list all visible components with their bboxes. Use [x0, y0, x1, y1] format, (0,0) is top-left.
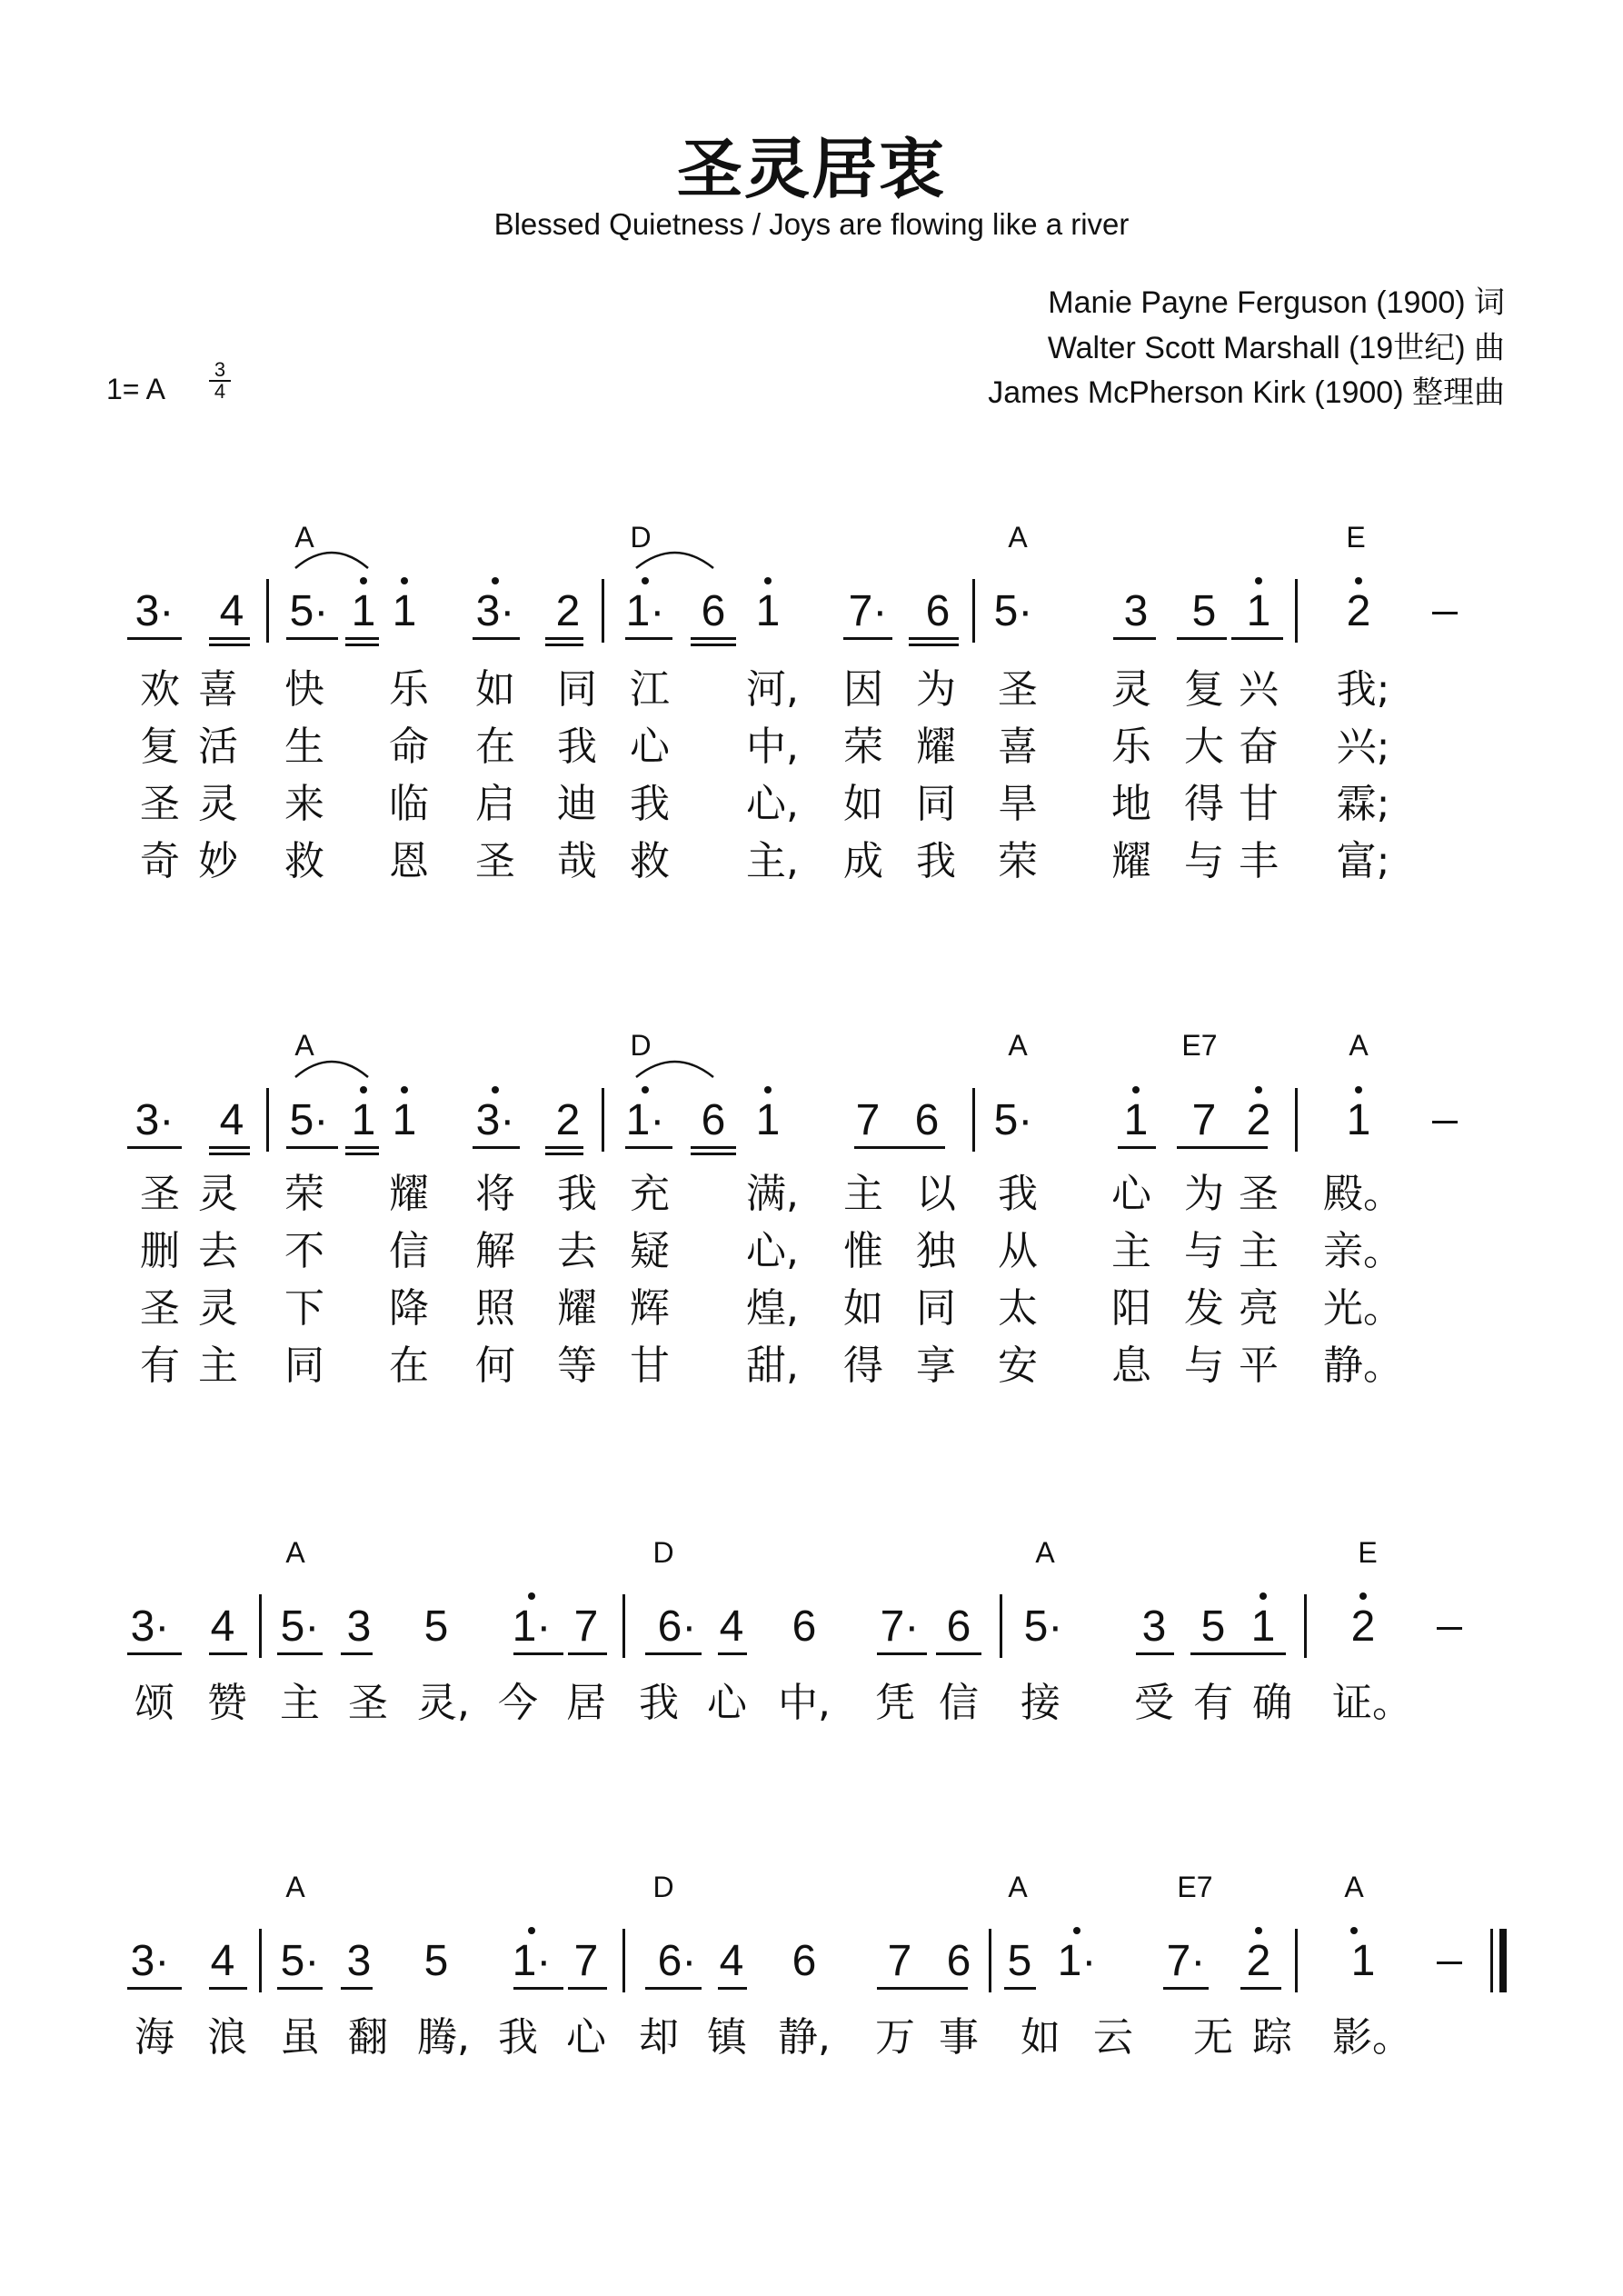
- jianpu-note: 4: [210, 1602, 235, 1651]
- jianpu-note: 4: [219, 1096, 244, 1144]
- chord-symbol: A: [1008, 521, 1028, 554]
- jianpu-note: 5·: [993, 1096, 1033, 1144]
- lyric-syllable: 我: [916, 838, 956, 884]
- lyric-syllable: 圣: [140, 781, 180, 827]
- jianpu-note: 5·: [289, 587, 329, 635]
- lyric-syllable: 圣: [348, 1680, 388, 1726]
- time-signature-bottom: 4: [214, 380, 226, 403]
- lyric-syllable: 乐: [389, 666, 429, 713]
- chord-symbol: A: [1349, 1029, 1369, 1062]
- jianpu-note: 1·: [512, 1937, 552, 1985]
- jianpu-note: 1·: [625, 587, 665, 635]
- jianpu-note: 5·: [993, 587, 1033, 635]
- lyric-syllable: 发: [1184, 1285, 1224, 1332]
- jianpu-note: 5: [423, 1937, 449, 1985]
- lyric-syllable: 甘: [630, 1343, 670, 1389]
- lyric-syllable: 启: [475, 781, 515, 827]
- lyric-syllable: 安: [998, 1343, 1038, 1389]
- lyric-syllable: 我: [630, 781, 670, 827]
- lyric-syllable: 河,: [746, 666, 799, 713]
- lyric-syllable: 活: [198, 724, 238, 770]
- lyric-syllable: 虽: [280, 2014, 320, 2061]
- lyric-syllable: 生: [284, 724, 324, 770]
- lyric-syllable: 圣: [998, 666, 1038, 713]
- lyric-syllable: 颂: [134, 1680, 174, 1726]
- lyric-syllable: 浪: [207, 2014, 247, 2061]
- lyric-syllable: 心: [630, 724, 670, 770]
- chord-symbol: D: [630, 1029, 652, 1062]
- jianpu-note: 4: [719, 1937, 744, 1985]
- lyric-syllable: 凭: [875, 1680, 915, 1726]
- slur: [295, 553, 368, 568]
- lyric-syllable: 惟: [843, 1228, 883, 1274]
- composer-credit: Walter Scott Marshall (19世纪) 曲: [1047, 331, 1505, 365]
- chord-symbol: D: [652, 1536, 674, 1569]
- lyric-syllable: 成: [843, 838, 883, 884]
- lyric-syllable: 灵: [198, 1171, 238, 1217]
- jianpu-note: 6·: [657, 1602, 697, 1651]
- lyric-syllable: 因: [843, 666, 883, 713]
- lyric-syllable: 煌,: [746, 1285, 799, 1332]
- jianpu-note: 3·: [130, 1602, 170, 1651]
- lyric-syllable: 甜,: [746, 1343, 799, 1389]
- jianpu-note: 7: [855, 1096, 881, 1144]
- lyric-syllable: 荣: [284, 1171, 324, 1217]
- jianpu-note: 5: [1200, 1602, 1226, 1651]
- lyric-syllable: 同: [557, 666, 597, 713]
- lyric-syllable: 如: [843, 1285, 883, 1332]
- lyric-syllable: 镇: [707, 2014, 747, 2061]
- lyric-syllable: 充: [630, 1171, 670, 1217]
- lyric-syllable: 灵,: [417, 1680, 470, 1726]
- lyric-syllable: 影。: [1332, 2014, 1412, 2061]
- lyric-syllable: 万: [875, 2014, 915, 2061]
- lyric-syllable: 如: [475, 666, 515, 713]
- jianpu-note: 1: [351, 587, 376, 635]
- lyric-syllable: 我: [639, 1680, 679, 1726]
- lyric-syllable: 妙: [198, 838, 238, 884]
- lyric-syllable: 哉: [557, 838, 597, 884]
- lyric-syllable: 兴;: [1336, 724, 1390, 770]
- jianpu-note: 5·: [280, 1937, 320, 1985]
- jianpu-note: 3·: [134, 1096, 174, 1144]
- lyricist-credit: Manie Payne Ferguson (1900) 词: [1048, 285, 1505, 320]
- lyric-syllable: 静。: [1323, 1343, 1403, 1389]
- lyric-syllable: 为: [916, 666, 956, 713]
- lyric-syllable: 光。: [1323, 1285, 1403, 1332]
- chord-symbol: A: [294, 521, 314, 554]
- lyric-syllable: 甘: [1239, 781, 1279, 827]
- chord-symbol: E: [1358, 1536, 1378, 1569]
- jianpu-note: 2: [1246, 1096, 1271, 1144]
- lyric-syllable: 复: [140, 724, 180, 770]
- lyric-syllable: 心,: [746, 781, 799, 827]
- lyric-syllable: 灵: [198, 781, 238, 827]
- lyric-syllable: 息: [1111, 1343, 1151, 1389]
- jianpu-note: 6·: [657, 1937, 697, 1985]
- chord-symbol: E7: [1177, 1871, 1213, 1903]
- lyric-syllable: 中,: [778, 1680, 831, 1726]
- jianpu-note: 2: [555, 587, 581, 635]
- lyric-syllable: 下: [284, 1285, 324, 1332]
- lyric-syllable: 我: [998, 1171, 1038, 1217]
- jianpu-note: 5: [1191, 587, 1217, 635]
- chord-symbol: D: [630, 521, 652, 554]
- lyric-syllable: 圣: [475, 838, 515, 884]
- lyric-syllable: 耀: [916, 724, 956, 770]
- key-signature: 1= A: [106, 373, 165, 405]
- lyric-syllable: 证。: [1332, 1680, 1412, 1726]
- jianpu-note: 7: [573, 1602, 599, 1651]
- lyric-syllable: 我;: [1336, 666, 1390, 713]
- jianpu-note: 7·: [1166, 1937, 1206, 1985]
- lyric-syllable: 满,: [746, 1171, 799, 1217]
- lyric-syllable: 确: [1252, 1680, 1292, 1726]
- jianpu-note: 2: [555, 1096, 581, 1144]
- lyric-syllable: 受: [1134, 1680, 1174, 1726]
- jianpu-note: 6: [914, 1096, 940, 1144]
- lyric-syllable: 临: [389, 781, 429, 827]
- lyric-syllable: 富;: [1336, 838, 1390, 884]
- jianpu-note: 1·: [625, 1096, 665, 1144]
- lyric-syllable: 灵: [198, 1285, 238, 1332]
- jianpu-note: 1: [755, 587, 781, 635]
- lyric-syllable: 疑: [630, 1228, 670, 1274]
- lyric-syllable: 辉: [630, 1285, 670, 1332]
- lyric-syllable: 信: [389, 1228, 429, 1274]
- jianpu-note: 2: [1246, 1937, 1271, 1985]
- lyric-syllable: 主: [198, 1343, 238, 1389]
- lyric-syllable: 耀: [557, 1285, 597, 1332]
- lyric-syllable: 快: [284, 666, 324, 713]
- lyric-syllable: 阳: [1111, 1285, 1151, 1332]
- lyric-syllable: 恩: [389, 838, 429, 884]
- lyric-syllable: 无: [1193, 2014, 1233, 2061]
- lyric-syllable: 奇: [140, 838, 180, 884]
- jianpu-note: 1·: [1057, 1937, 1097, 1985]
- lyric-syllable: 兴: [1239, 666, 1279, 713]
- lyric-syllable: 有: [1193, 1680, 1233, 1726]
- lyric-syllable: 迪: [557, 781, 597, 827]
- lyric-syllable: 从: [998, 1228, 1038, 1274]
- lyric-syllable: 救: [630, 838, 670, 884]
- chord-symbol: A: [1008, 1029, 1028, 1062]
- jianpu-note: 6: [792, 1602, 817, 1651]
- lyric-syllable: 以: [916, 1171, 956, 1217]
- jianpu-note: 2: [1350, 1602, 1376, 1651]
- lyric-syllable: 解: [475, 1228, 515, 1274]
- lyric-syllable: 丰: [1239, 838, 1279, 884]
- lyric-syllable: 喜: [998, 724, 1038, 770]
- lyric-syllable: 去: [198, 1228, 238, 1274]
- jianpu-note: 3·: [475, 587, 515, 635]
- lyric-syllable: 心,: [746, 1228, 799, 1274]
- jianpu-note: 1: [1123, 1096, 1149, 1144]
- jianpu-note: 6: [925, 587, 951, 635]
- lyric-syllable: 删: [140, 1228, 180, 1274]
- lyric-syllable: 腾,: [417, 2014, 470, 2061]
- lyric-syllable: 主: [280, 1680, 320, 1726]
- lyric-syllable: 与: [1184, 1228, 1224, 1274]
- jianpu-note: 7: [1191, 1096, 1217, 1144]
- song-title: 圣灵居衷: [676, 131, 946, 207]
- lyric-syllable: 旱: [998, 781, 1038, 827]
- lyric-syllable: 耀: [1111, 838, 1151, 884]
- jianpu-note: 7: [573, 1937, 599, 1985]
- lyric-syllable: 荣: [998, 838, 1038, 884]
- chord-symbol: D: [652, 1871, 674, 1903]
- jianpu-note: 3·: [475, 1096, 515, 1144]
- lyric-syllable: 殿。: [1323, 1171, 1403, 1217]
- jianpu-note: 7·: [880, 1602, 920, 1651]
- lyric-syllable: 如: [843, 781, 883, 827]
- jianpu-note: 1·: [512, 1602, 552, 1651]
- lyric-syllable: 海: [134, 2014, 174, 2061]
- lyric-syllable: 主: [1239, 1228, 1279, 1274]
- lyric-syllable: 来: [284, 781, 324, 827]
- lyric-syllable: 乐: [1111, 724, 1151, 770]
- jianpu-note: 1: [351, 1096, 376, 1144]
- lyric-syllable: 独: [916, 1228, 956, 1274]
- lyric-syllable: 得: [843, 1343, 883, 1389]
- lyric-syllable: 事: [939, 2014, 979, 2061]
- lyric-syllable: 耀: [389, 1171, 429, 1217]
- jianpu-note: 3: [346, 1937, 372, 1985]
- chord-symbol: A: [1035, 1536, 1055, 1569]
- jianpu-note: 7: [887, 1937, 912, 1985]
- lyric-syllable: 同: [284, 1343, 324, 1389]
- jianpu-note: 6: [701, 587, 726, 635]
- lyric-syllable: 心: [1111, 1171, 1151, 1217]
- lyric-syllable: 太: [998, 1285, 1038, 1332]
- lyric-syllable: 主,: [746, 838, 799, 884]
- jianpu-note: 5·: [280, 1602, 320, 1651]
- lyric-syllable: 却: [639, 2014, 679, 2061]
- lyric-syllable: 主: [1111, 1228, 1151, 1274]
- lyric-syllable: 踪: [1252, 2014, 1292, 2061]
- jianpu-note: 5: [423, 1602, 449, 1651]
- lyric-syllable: 同: [916, 1285, 956, 1332]
- lyric-syllable: 与: [1184, 1343, 1224, 1389]
- lyric-syllable: 为: [1184, 1171, 1224, 1217]
- lyric-syllable: 今: [498, 1680, 538, 1726]
- lyric-syllable: 去: [557, 1228, 597, 1274]
- lyric-syllable: 在: [389, 1343, 429, 1389]
- chord-symbol: A: [285, 1536, 305, 1569]
- lyric-syllable: 亮: [1239, 1285, 1279, 1332]
- lyric-syllable: 云: [1093, 2014, 1133, 2061]
- lyric-syllable: 亲。: [1323, 1228, 1403, 1274]
- chord-symbol: A: [1008, 1871, 1028, 1903]
- slur: [295, 1062, 368, 1077]
- lyric-syllable: 主: [843, 1171, 883, 1217]
- lyric-syllable: 地: [1111, 781, 1151, 827]
- lyric-syllable: 心: [707, 1680, 747, 1726]
- jianpu-note: 3: [1123, 587, 1149, 635]
- chord-symbol: E7: [1181, 1029, 1218, 1062]
- lyric-syllable: 享: [916, 1343, 956, 1389]
- jianpu-note: 5·: [289, 1096, 329, 1144]
- lyric-syllable: 有: [140, 1343, 180, 1389]
- time-signature-top: 3: [209, 360, 231, 382]
- jianpu-note: 1: [392, 1096, 417, 1144]
- slur: [636, 1062, 713, 1077]
- lyric-syllable: 翻: [348, 2014, 388, 2061]
- chord-symbol: A: [285, 1871, 305, 1903]
- jianpu-note: 1: [1250, 1602, 1276, 1651]
- lyric-syllable: 何: [475, 1343, 515, 1389]
- jianpu-note: 4: [210, 1937, 235, 1985]
- lyric-syllable: 我: [498, 2014, 538, 2061]
- lyric-syllable: 奋: [1239, 724, 1279, 770]
- lyric-syllable: 圣: [140, 1171, 180, 1217]
- lyric-syllable: 大: [1184, 724, 1224, 770]
- lyric-syllable: 江: [630, 666, 670, 713]
- jianpu-note: 4: [219, 587, 244, 635]
- jianpu-note: 1: [1350, 1937, 1376, 1985]
- jianpu-note: 4: [719, 1602, 744, 1651]
- lyric-syllable: 如: [1021, 2014, 1060, 2061]
- lyric-syllable: 信: [939, 1680, 979, 1726]
- chord-symbol: A: [294, 1029, 314, 1062]
- lyric-syllable: 与: [1184, 838, 1224, 884]
- lyric-syllable: 等: [557, 1343, 597, 1389]
- lyric-syllable: 心: [566, 2014, 606, 2061]
- lyric-syllable: 照: [475, 1285, 515, 1332]
- jianpu-note: 5: [1007, 1937, 1032, 1985]
- lyric-syllable: 欢: [140, 666, 180, 713]
- jianpu-note: 7·: [848, 587, 888, 635]
- lyric-syllable: 圣: [1239, 1171, 1279, 1217]
- lyric-syllable: 命: [389, 724, 429, 770]
- jianpu-note: 1: [392, 587, 417, 635]
- lyric-syllable: 灵: [1111, 666, 1151, 713]
- slur: [636, 553, 713, 568]
- lyric-syllable: 赞: [207, 1680, 247, 1726]
- jianpu-note: 3·: [134, 587, 174, 635]
- lyric-syllable: 将: [475, 1171, 515, 1217]
- lyric-syllable: 不: [284, 1228, 324, 1274]
- chord-symbol: A: [1344, 1871, 1364, 1903]
- jianpu-note: 6: [946, 1937, 971, 1985]
- chord-symbol: E: [1346, 521, 1366, 554]
- jianpu-note: 1: [1346, 1096, 1371, 1144]
- lyric-syllable: 得: [1184, 781, 1224, 827]
- lyric-syllable: 接: [1021, 1680, 1060, 1726]
- arranger-credit: James McPherson Kirk (1900) 整理曲: [988, 375, 1505, 410]
- lyric-syllable: 圣: [140, 1285, 180, 1332]
- jianpu-note: 6: [946, 1602, 971, 1651]
- lyric-syllable: 霖;: [1336, 781, 1390, 827]
- lyric-syllable: 降: [389, 1285, 429, 1332]
- lyric-syllable: 荣: [843, 724, 883, 770]
- jianpu-note: 5·: [1023, 1602, 1063, 1651]
- jianpu-note: 3: [1141, 1602, 1167, 1651]
- lyric-syllable: 同: [916, 781, 956, 827]
- lyric-syllable: 静,: [778, 2014, 831, 2061]
- lyric-syllable: 在: [475, 724, 515, 770]
- jianpu-note: 6: [792, 1937, 817, 1985]
- lyric-syllable: 中,: [746, 724, 799, 770]
- jianpu-note: 3: [346, 1602, 372, 1651]
- lyric-syllable: 平: [1239, 1343, 1279, 1389]
- jianpu-note: 6: [701, 1096, 726, 1144]
- lyric-syllable: 复: [1184, 666, 1224, 713]
- jianpu-note: 1: [755, 1096, 781, 1144]
- song-subtitle: Blessed Quietness / Joys are flowing like a river: [493, 207, 1130, 241]
- lyric-syllable: 居: [566, 1680, 606, 1726]
- jianpu-note: 3·: [130, 1937, 170, 1985]
- lyric-syllable: 救: [284, 838, 324, 884]
- jianpu-note: 1: [1246, 587, 1271, 635]
- jianpu-note: 2: [1346, 587, 1371, 635]
- lyric-syllable: 我: [557, 724, 597, 770]
- lyric-syllable: 我: [557, 1171, 597, 1217]
- lyric-syllable: 喜: [198, 666, 238, 713]
